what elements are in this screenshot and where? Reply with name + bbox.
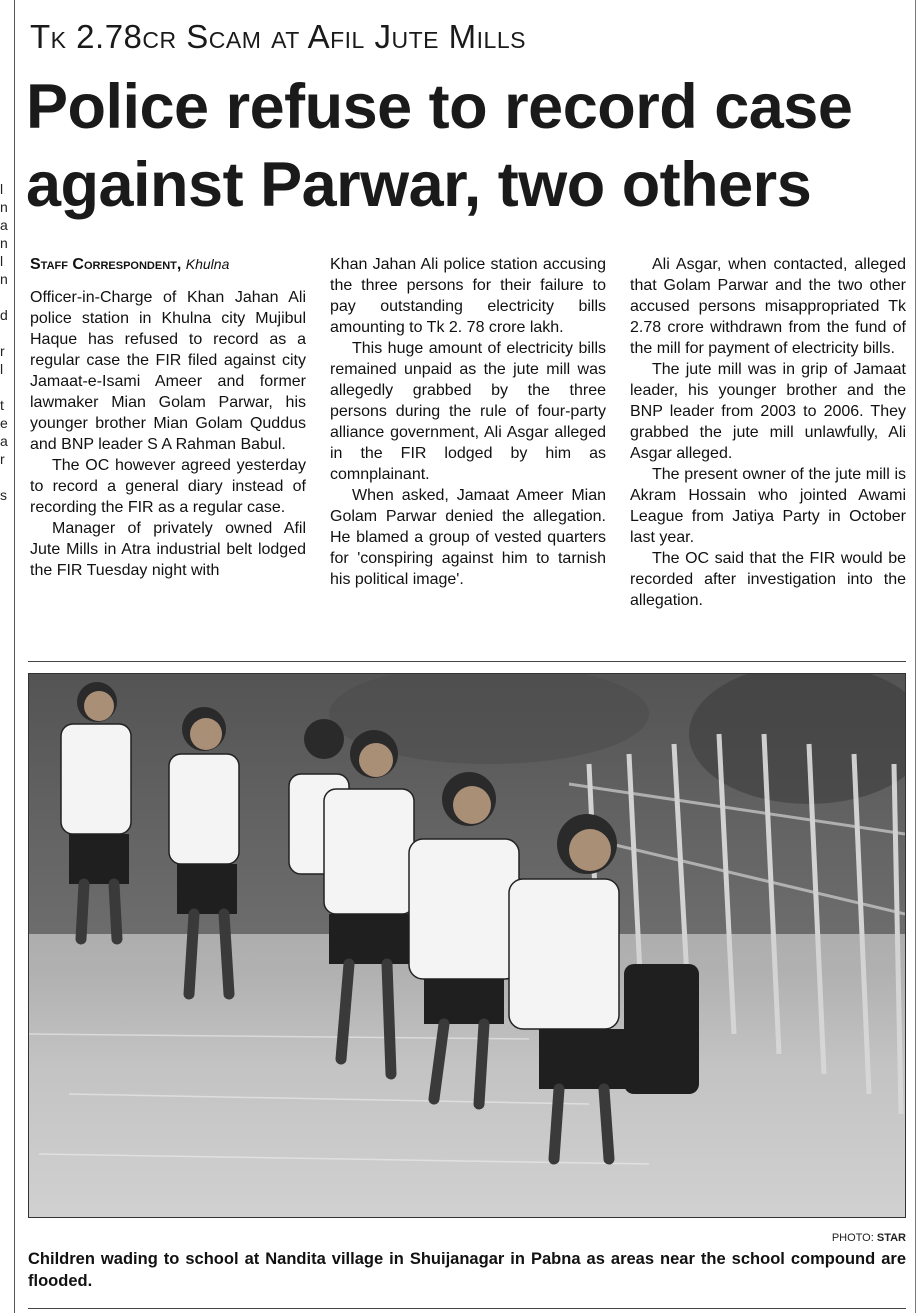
byline	[30, 254, 306, 275]
margin-fragment: l	[0, 181, 4, 197]
margin-fragment: s	[0, 487, 7, 503]
paragraph: The OC said that the FIR would be recorded after investigation into the allegation.	[630, 550, 906, 609]
headline-line-1: Police refuse to record case	[26, 72, 853, 142]
margin-fragment: r	[0, 343, 5, 359]
news-photo	[28, 673, 906, 1218]
photo-credit-label: PHOTO:	[831, 1232, 874, 1244]
paragraph: Khan Jahan Ali police station accusing the three persons for their failure to pay outstanding electricity bills amounting to Tk 2. 78 crore lakh.	[330, 256, 606, 336]
margin-fragment: n	[0, 235, 8, 251]
paragraph: The OC however agreed yesterday to record a general diary instead of recording the FIR as a regular case.	[30, 457, 306, 516]
margin-fragment	[0, 468, 10, 486]
main-headline	[26, 68, 906, 224]
photo-illustration	[29, 674, 905, 1217]
margin-fragment	[0, 378, 10, 396]
headline-line-2: against Parwar, two others	[26, 150, 812, 220]
paragraph: Officer-in-Charge of Khan Jahan Ali police station in Khulna city Mujibul Haque has refused to record as a regular case the FIR filed against city Jamaat-e-Isami Ameer and former lawmaker Mian Golam Parwar, his younger brother Mian Golam Quddus and BNP leader S A Rahman Babul.	[30, 289, 306, 453]
bottom-divider	[28, 1308, 906, 1309]
column-3	[630, 254, 906, 611]
margin-fragment: n	[0, 271, 8, 287]
paragraph: The jute mill was in grip of Jamaat leader, his younger brother and the BNP leader from 2003 to 2006. They grabbed the jute mill unlawfully, Ali Asgar alleged.	[630, 361, 906, 462]
photo-credit	[832, 1232, 906, 1244]
margin-fragment: a	[0, 217, 8, 233]
margin-fragment: t	[0, 397, 4, 413]
margin-fragment: l	[0, 361, 4, 377]
paragraph: Ali Asgar, when contacted, alleged that Golam Parwar and the two other accused persons misappropriated Tk 2.78 crore withdrawn from the fund of the mill for payment of electricity bills.	[630, 256, 906, 357]
paragraph: The present owner of the jute mill is Akram Hossain who jointed Awami League from Jatiya Party in October last year.	[630, 466, 906, 546]
margin-fragment: n	[0, 199, 8, 215]
section-divider	[28, 661, 906, 662]
margin-fragment	[0, 288, 10, 306]
margin-fragment	[0, 324, 10, 342]
photo-caption: Children wading to school at Nandita village in Shuijanagar in Pabna as areas near the school compound are flooded.	[28, 1250, 906, 1290]
right-column-rule	[915, 0, 916, 1313]
margin-fragment: r	[0, 451, 5, 467]
byline-author: Staff Correspondent,	[30, 256, 182, 273]
margin-fragment: l	[0, 253, 4, 269]
dateline: Khulna	[185, 256, 230, 272]
margin-fragment: a	[0, 433, 8, 449]
column-1	[30, 254, 306, 581]
paragraph: When asked, Jamaat Ameer Mian Golam Parwar denied the allegation. He blamed a group of vested quarters for 'conspiring against him to tarnish his political image'.	[330, 487, 606, 588]
paragraph: Manager of privately owned Afil Jute Mills in Atra industrial belt lodged the FIR Tuesday night with	[30, 520, 306, 579]
paragraph: This huge amount of electricity bills remained unpaid as the jute mill was allegedly grabbed by the three persons during the rule of four-party alliance government, Ali Asgar alleged in the FIR lodged by him as comnplainant.	[330, 340, 606, 483]
margin-fragment: d	[0, 307, 8, 323]
photo-credit-source: STAR	[876, 1232, 906, 1244]
column-2	[330, 254, 606, 590]
kicker-headline: Tk 2.78cr Scam at Afil Jute Mills	[30, 18, 526, 55]
left-column-rule	[14, 0, 15, 1313]
adjacent-column-fragments	[0, 180, 10, 504]
margin-fragment: e	[0, 415, 8, 431]
